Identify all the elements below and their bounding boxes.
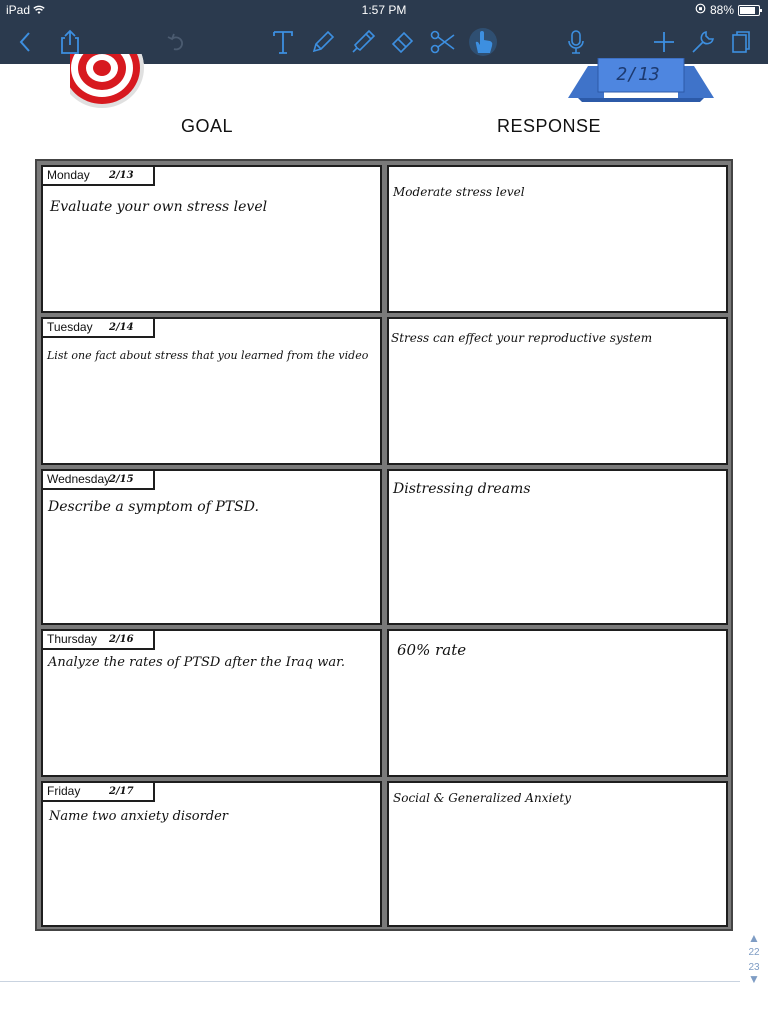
add-icon[interactable]	[649, 26, 679, 58]
goal-cell[interactable]	[41, 469, 382, 625]
day-label: Thursday	[47, 632, 98, 646]
eraser-icon[interactable]	[388, 26, 418, 58]
wrench-icon[interactable]	[688, 26, 718, 58]
goal-header: GOAL	[181, 116, 234, 136]
banner-date: 2/13	[616, 64, 660, 85]
response-header: RESPONSE	[497, 116, 602, 136]
text-icon[interactable]	[268, 26, 298, 58]
day-label: Friday	[47, 784, 81, 798]
page-separator	[0, 981, 740, 982]
day-tab	[43, 319, 155, 338]
day-date: 2/13	[109, 170, 134, 181]
page-pager[interactable]	[744, 932, 764, 985]
day-tab	[43, 631, 155, 650]
clock: 1:57 PM	[361, 3, 407, 17]
back-icon[interactable]	[10, 26, 40, 58]
day-date: 2/17	[109, 786, 134, 797]
response-text: Stress can effect your reproductive system	[391, 331, 653, 345]
device-name: iPad	[6, 3, 31, 17]
current-page-number: 22	[748, 947, 760, 958]
day-label: Monday	[47, 168, 90, 182]
response-text: 60% rate	[397, 641, 467, 659]
battery-icon	[738, 5, 760, 16]
goal-cell[interactable]	[41, 317, 382, 465]
goal-cell[interactable]	[41, 165, 382, 313]
goal-text: List one fact about stress that you learned from the video	[47, 349, 369, 362]
response-cell[interactable]	[387, 317, 728, 465]
goal-text: Evaluate your own stress level	[50, 199, 268, 215]
highlighter-icon[interactable]	[348, 26, 378, 58]
target-icon	[70, 54, 148, 114]
goal-text: Describe a symptom of PTSD.	[48, 499, 259, 515]
orientation-lock-icon	[695, 3, 706, 17]
goal-text: Analyze the rates of PTSD after the Iraq war.	[48, 655, 346, 670]
scissors-icon[interactable]	[428, 26, 458, 58]
notebook-page[interactable]	[0, 64, 768, 1024]
day-date: 2/14	[109, 322, 134, 333]
response-text: Social & Generalized Anxiety	[393, 791, 572, 805]
pages-icon[interactable]	[726, 26, 756, 58]
pen-icon[interactable]	[308, 26, 338, 58]
goal-cell[interactable]	[41, 629, 382, 777]
response-cell[interactable]	[387, 165, 728, 313]
day-label: Wednesday	[47, 472, 111, 486]
goal-text: Name two anxiety disorder	[49, 809, 229, 824]
response-text: Moderate stress level	[393, 185, 525, 199]
status-right	[695, 3, 760, 17]
response-cell[interactable]	[387, 629, 728, 777]
response-text: Distressing dreams	[393, 481, 531, 497]
day-tab	[43, 783, 155, 802]
page-down-icon[interactable]: ▼	[748, 972, 760, 986]
hand-icon[interactable]	[466, 26, 500, 58]
page-up-icon[interactable]: ▲	[748, 931, 760, 945]
goal-cell[interactable]	[41, 781, 382, 927]
day-date: 2/16	[109, 634, 134, 645]
mic-icon[interactable]	[561, 26, 591, 58]
response-cell[interactable]	[387, 781, 728, 927]
day-label: Tuesday	[47, 320, 93, 334]
goal-response-table	[35, 159, 733, 931]
day-date: 2/15	[109, 474, 134, 485]
battery-percent: 88%	[709, 3, 734, 17]
day-tab	[43, 471, 155, 490]
day-tab	[43, 167, 155, 186]
response-cell[interactable]	[387, 469, 728, 625]
undo-icon[interactable]	[162, 26, 192, 58]
status-bar	[0, 0, 768, 20]
next-page-number: 23	[748, 962, 760, 973]
